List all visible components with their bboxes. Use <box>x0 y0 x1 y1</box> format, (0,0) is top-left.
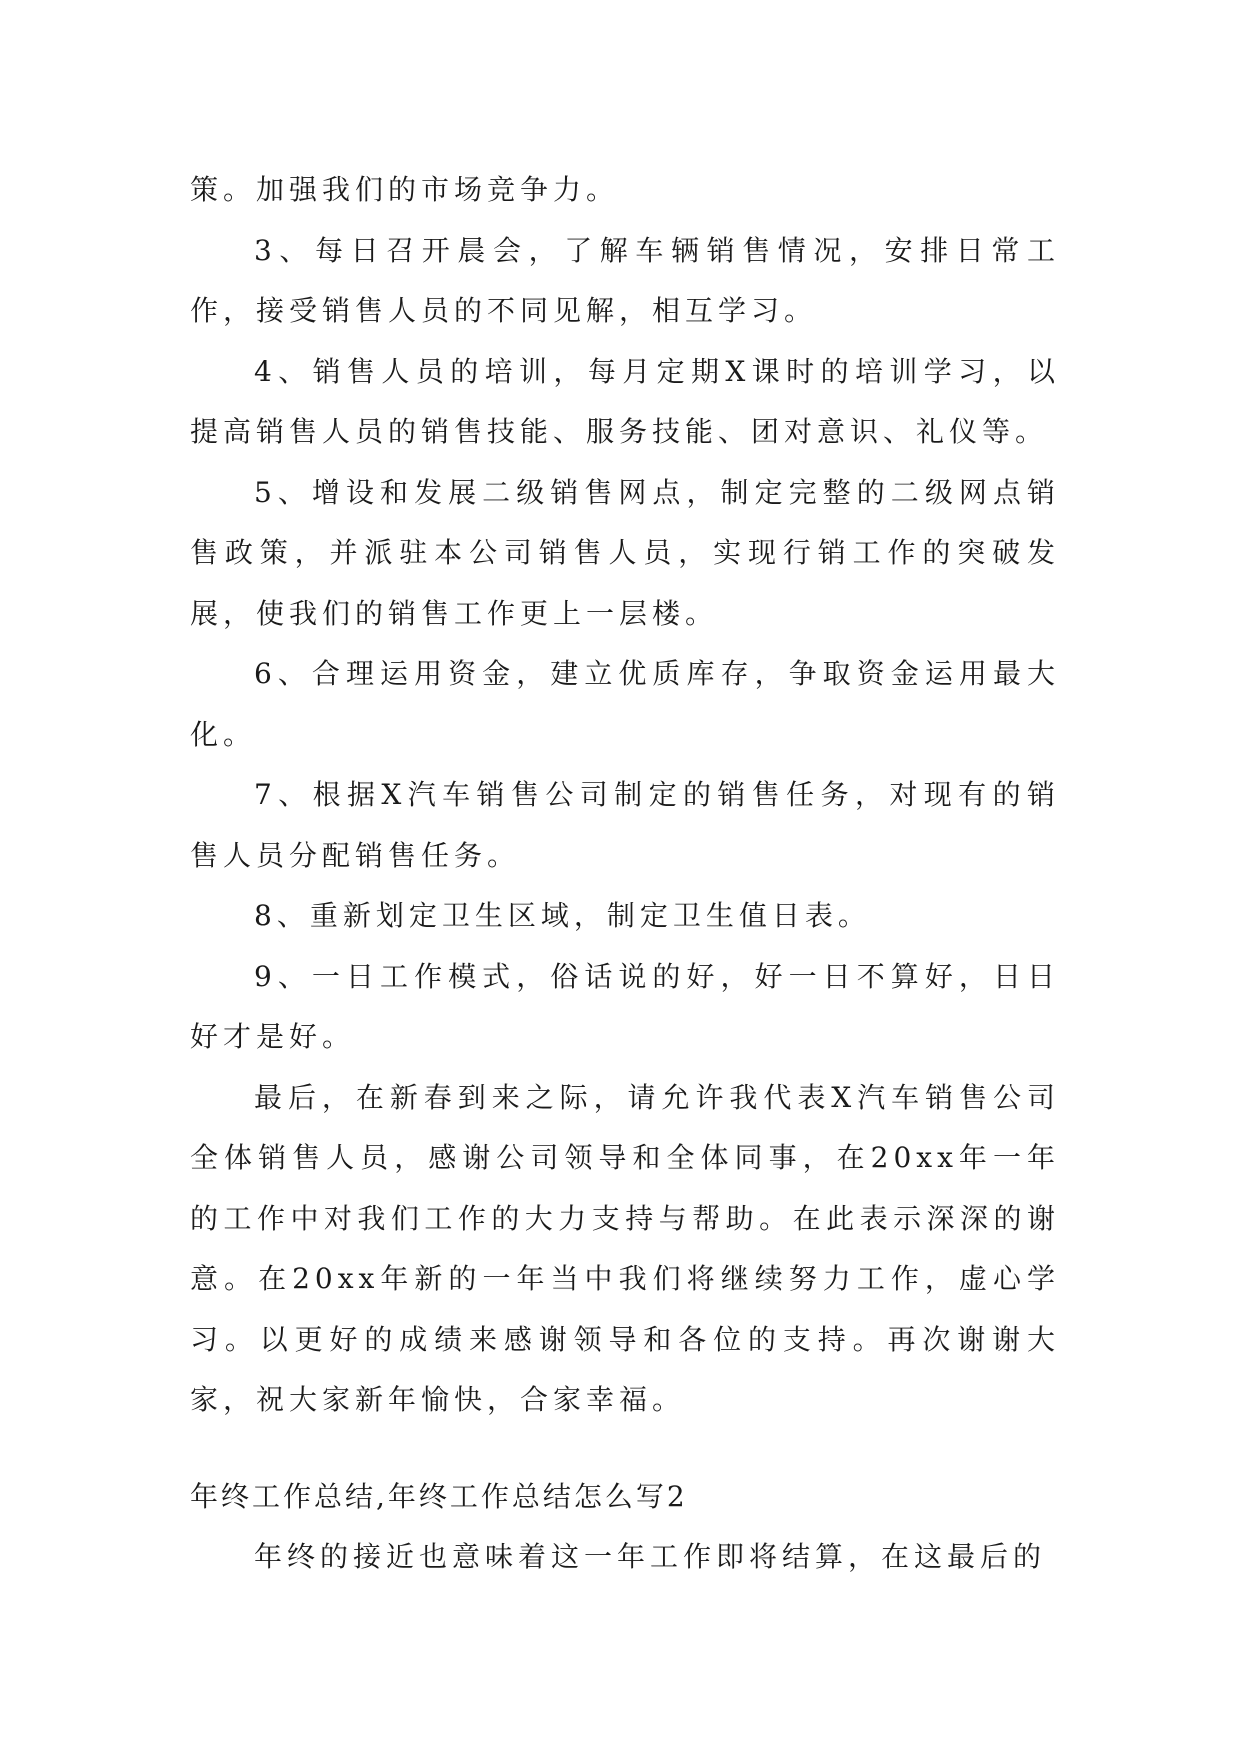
section-heading: 年终工作总结,年终工作总结怎么写2 <box>190 1479 688 1513</box>
paragraph-item-5: 5、增设和发展二级销售网点，制定完整的二级网点销售政策，并派驻本公司销售人员，实现行销工作的突破发展，使我们的销售工作更上一层楼。 <box>190 475 1060 630</box>
paragraph-item-9: 9、一日工作模式，俗话说的好，好一日不算好，日日好才是好。 <box>190 959 1060 1053</box>
document-body <box>190 160 1060 1588</box>
paragraph-continuation: 策。加强我们的市场竞争力。 <box>190 173 620 206</box>
section-spacer <box>190 1431 1060 1467</box>
paragraph-item-3: 3、每日召开晨会，了解车辆销售情况，安排日常工作，接受销售人员的不同见解，相互学习。 <box>190 233 1060 327</box>
paragraph-item-6: 6、合理运用资金，建立优质库存，争取资金运用最大化。 <box>190 657 1060 751</box>
paragraph-closing-thanks: 最后，在新春到来之际，请允许我代表X汽车销售公司全体销售人员，感谢公司领导和全体同事，在20xx年一年的工作中对我们工作的大力支持与帮助。在此表示深深的谢意。在20xx年新的一年当中我们将继续努力工作，虚心学习。以更好的成绩来感谢领导和各位的支持。再次谢谢大家，祝大家新年愉快，合家幸福。 <box>190 1080 1060 1416</box>
paragraph-item-4: 4、销售人员的培训，每月定期X课时的培训学习，以提高销售人员的销售技能、服务技能、团对意识、礼仪等。 <box>190 354 1060 448</box>
paragraph-section-intro: 年终的接近也意味着这一年工作即将结算，在这最后的 <box>254 1540 1047 1573</box>
paragraph-item-8: 8、重新划定卫生区域，制定卫生值日表。 <box>254 899 871 932</box>
paragraph-item-7: 7、根据X汽车销售公司制定的销售任务，对现有的销售人员分配销售任务。 <box>190 778 1060 872</box>
